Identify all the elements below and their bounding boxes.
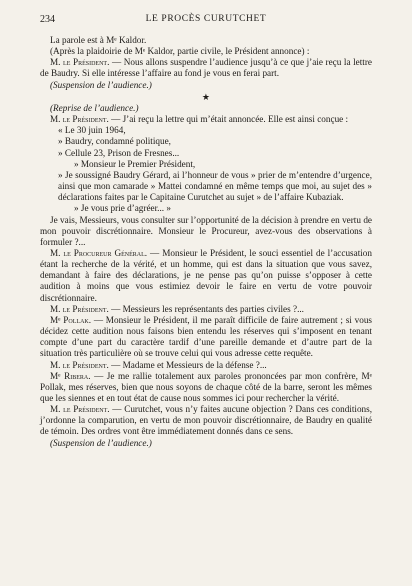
speaker: M. le Procureur Général. [50, 247, 148, 258]
letter-body: » Je soussigné Baudry Gérard, ai l’honneur de vous » prier de m’entendre d’urgence, ainsi que mon camarade » Mattei condamné en même temps que moi, au sujet des » déclarations faites par le Capitaine Curutchet au sujet » de l’affaire Kubaziak. [58, 169, 372, 203]
stage-direction: (Reprise de l’audience.) [50, 102, 139, 113]
speech-text: — Madame et Messieurs de la défense ?... [108, 359, 267, 370]
speaker: M. le Président. [50, 359, 109, 370]
stage-direction: (Suspension de l’audience.) [50, 79, 152, 90]
speaker: Mᵉ Ribera. [50, 370, 91, 381]
page-header [40, 14, 372, 29]
page-body [40, 35, 372, 449]
letter-line: » Je vous prie d’agréer... » [74, 203, 171, 214]
speech-text: — Nous allons suspendre l’audience jusqu’à ce que j’aie reçu la lettre de Baudry. Si elle intéresse l’affaire au fond je vous en ferai part. [40, 57, 372, 79]
running-title: LE PROCÈS CURUTCHET [145, 14, 267, 24]
letter-line: « Le 30 juin 1964, [58, 125, 126, 136]
speech [40, 371, 372, 404]
speaker: M. le Président. [50, 114, 109, 125]
speech [40, 315, 372, 360]
section-break-star: ★ [201, 91, 211, 102]
speaker: M. le Président. [50, 57, 110, 68]
stage-direction: (Suspension de l’audience.) [50, 437, 152, 448]
speech-text: — Je me rallie totalement aux paroles prononcées par mon confrère, Mᵉ Pollak, mes réserves, bien que nous soyons de chaque côté de la barre, seront les mêmes que les siennes et en tout état de cause nous sommes ici pour rechercher la vérité. [40, 370, 372, 403]
speech [40, 304, 372, 315]
letter-line: » Cellule 23, Prison de Fresnes... [58, 147, 180, 158]
speech [40, 57, 372, 79]
paragraph: Je vais, Messieurs, vous consulter sur l’opportunité de la décision à prendre en vertu de mon pouvoir discrétionnaire. Monsieur le Procureur, avez-vous des observations à formuler ?... [40, 214, 372, 247]
speaker: M. le Président. [50, 303, 109, 314]
page-number: 234 [40, 14, 55, 25]
paragraph: La parole est à Mᵉ Kaldor. [50, 35, 147, 45]
speech [40, 360, 372, 371]
speech [40, 248, 372, 304]
speech-text: — Monsieur le Président, le souci essentiel de l’accusation étant la recherche de la vérité, et un homme, qui est dans la situation que vous savez, demandant à faire des déclarations, je ne pense pas qu’on puisse s’opposer à cette audition à moins que vous estimiez devoir le faire en vertu de votre pouvoir discrétionnaire. [40, 247, 372, 303]
speaker: M. le Président. [50, 404, 110, 415]
speech [40, 404, 372, 437]
letter-line: » Monsieur le Premier Président, [74, 158, 196, 169]
speech-text: — Monsieur le Président, il me paraît difficile de faire autrement ; si vous décidez cette audition nous faisons bien entendu les réserves qui s’imposent en tenant compte d’une part du caractère tardif d’une pareille demande et d’autre part de la situation très particulière où se trouve celui qui vous adresse cette requête. [40, 314, 372, 359]
stage-direction: (Après la plaidoirie de Mᵉ Kaldor, partie civile, le Président annonce) : [50, 46, 310, 57]
speech-text: — Curutchet, vous n’y faites aucune objection ? Dans ces conditions, j’ordonne la comparution, en vertu de mon pouvoir discrétionnaire, de Baudry en qualité de témoin. Des ordres vont être immédiatement donnés dans ce sens. [40, 404, 373, 437]
speech-text: — Messieurs les représentants des parties civiles ?... [108, 303, 304, 314]
speaker: Mᵉ Pollak. [50, 314, 92, 325]
speech-text: — J’ai reçu la lettre qui m’était annoncée. Elle est ainsi conçue : [108, 114, 349, 125]
letter-line: » Baudry, condamné politique, [58, 136, 171, 147]
speech [40, 114, 372, 125]
